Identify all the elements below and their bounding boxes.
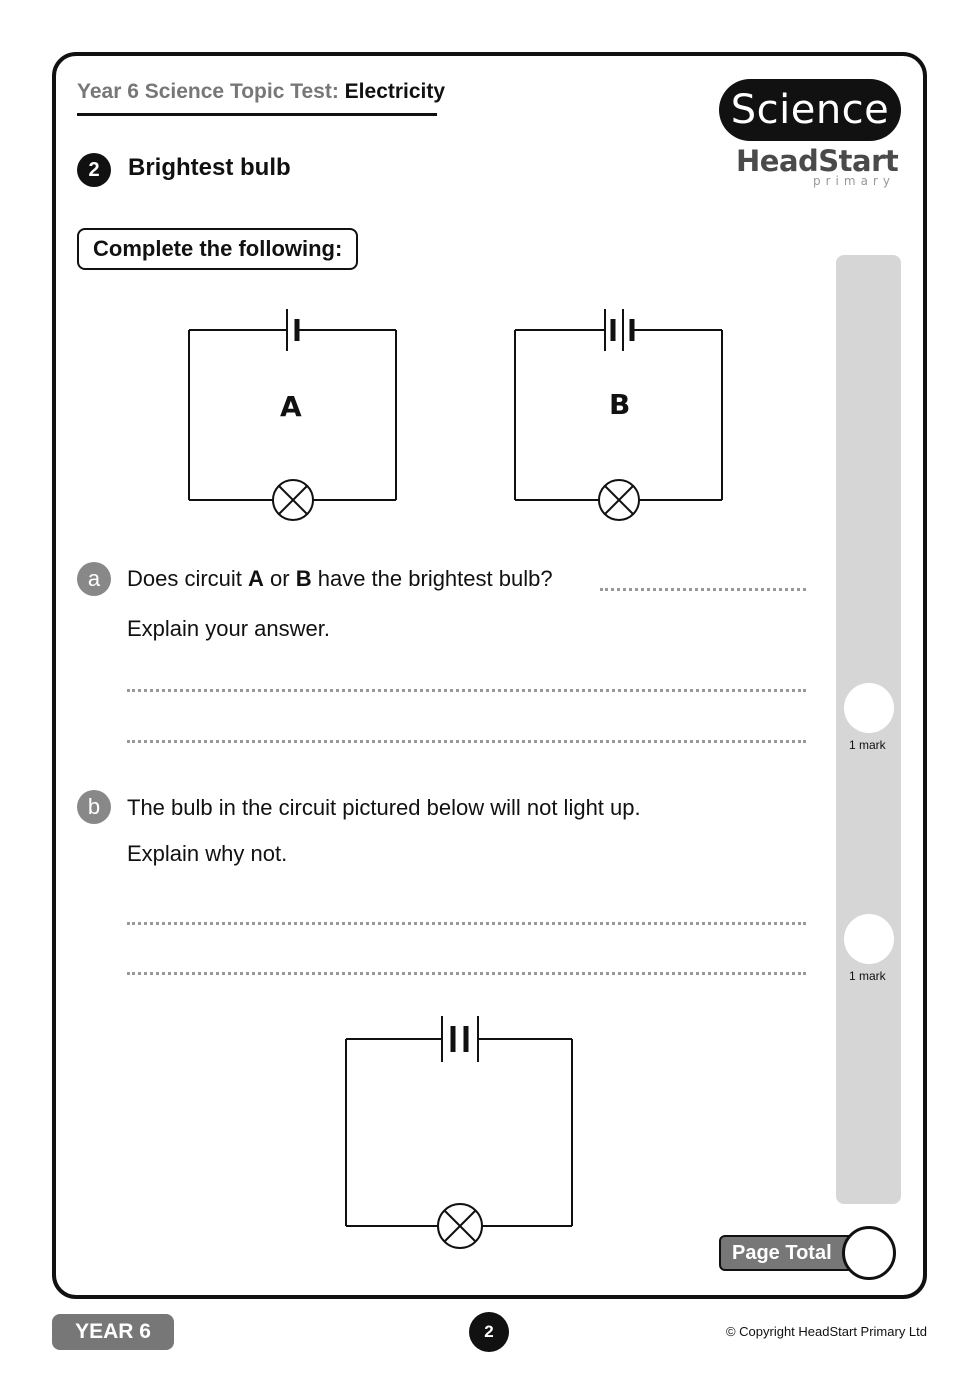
headstart-logo-sub: primary <box>813 174 895 188</box>
cell-icon <box>287 309 297 351</box>
test-title <box>77 80 446 116</box>
copyright: © Copyright HeadStart Primary Ltd <box>725 1324 927 1339</box>
part-a-text-A: A <box>248 566 264 591</box>
question-title: Brightest bulb <box>128 154 291 181</box>
part-a-text-1: Does circuit <box>127 566 249 591</box>
headstart-logo: HeadStart <box>736 144 899 178</box>
battery-icon <box>442 1016 478 1062</box>
part-a-badge: a <box>77 562 111 596</box>
page-total <box>719 1226 897 1280</box>
question-number: 2 <box>77 153 111 187</box>
circuit-a-label: A <box>280 390 302 423</box>
battery-icon <box>605 309 632 351</box>
mark-box-b[interactable] <box>844 914 894 964</box>
part-b-explain-line-2[interactable] <box>127 972 806 975</box>
page-total-label: Page Total <box>719 1235 867 1271</box>
part-a-question <box>127 566 553 592</box>
part-a-text-B: B <box>295 566 312 591</box>
part-a-explain-line-2[interactable] <box>127 740 806 743</box>
bulb-icon <box>438 1204 482 1248</box>
part-a-answer-line[interactable] <box>600 588 806 591</box>
part-a-explain-line-1[interactable] <box>127 689 806 692</box>
circuit-b-label: B <box>609 388 631 421</box>
part-b-badge: b <box>77 790 111 824</box>
instruction-box: Complete the following: <box>77 228 358 270</box>
part-a-text-2: have the brightest bulb? <box>311 566 553 591</box>
circuit-c-wires <box>346 1039 572 1226</box>
part-b-explain-line-1[interactable] <box>127 922 806 925</box>
part-a-text-or: or <box>263 566 296 591</box>
part-a-prompt: Explain your answer. <box>127 616 330 641</box>
test-title-topic: Electricity <box>344 80 446 103</box>
mark-box-a[interactable] <box>844 683 894 733</box>
year-badge: YEAR 6 <box>52 1314 174 1350</box>
part-b-prompt: Explain why not. <box>127 841 288 866</box>
mark-label-a: 1 mark <box>849 738 886 752</box>
test-title-prefix: Year 6 Science Topic Test: <box>77 80 345 103</box>
mark-label-b: 1 mark <box>849 969 886 983</box>
circuit-c-diagram <box>342 1010 577 1250</box>
page-number: 2 <box>469 1312 509 1352</box>
page-total-box[interactable] <box>842 1226 896 1280</box>
part-b-question: The bulb in the circuit pictured below will not light up. <box>127 795 641 820</box>
science-logo: Science <box>719 79 901 141</box>
bulb-icon <box>599 480 639 520</box>
bulb-icon <box>273 480 313 520</box>
